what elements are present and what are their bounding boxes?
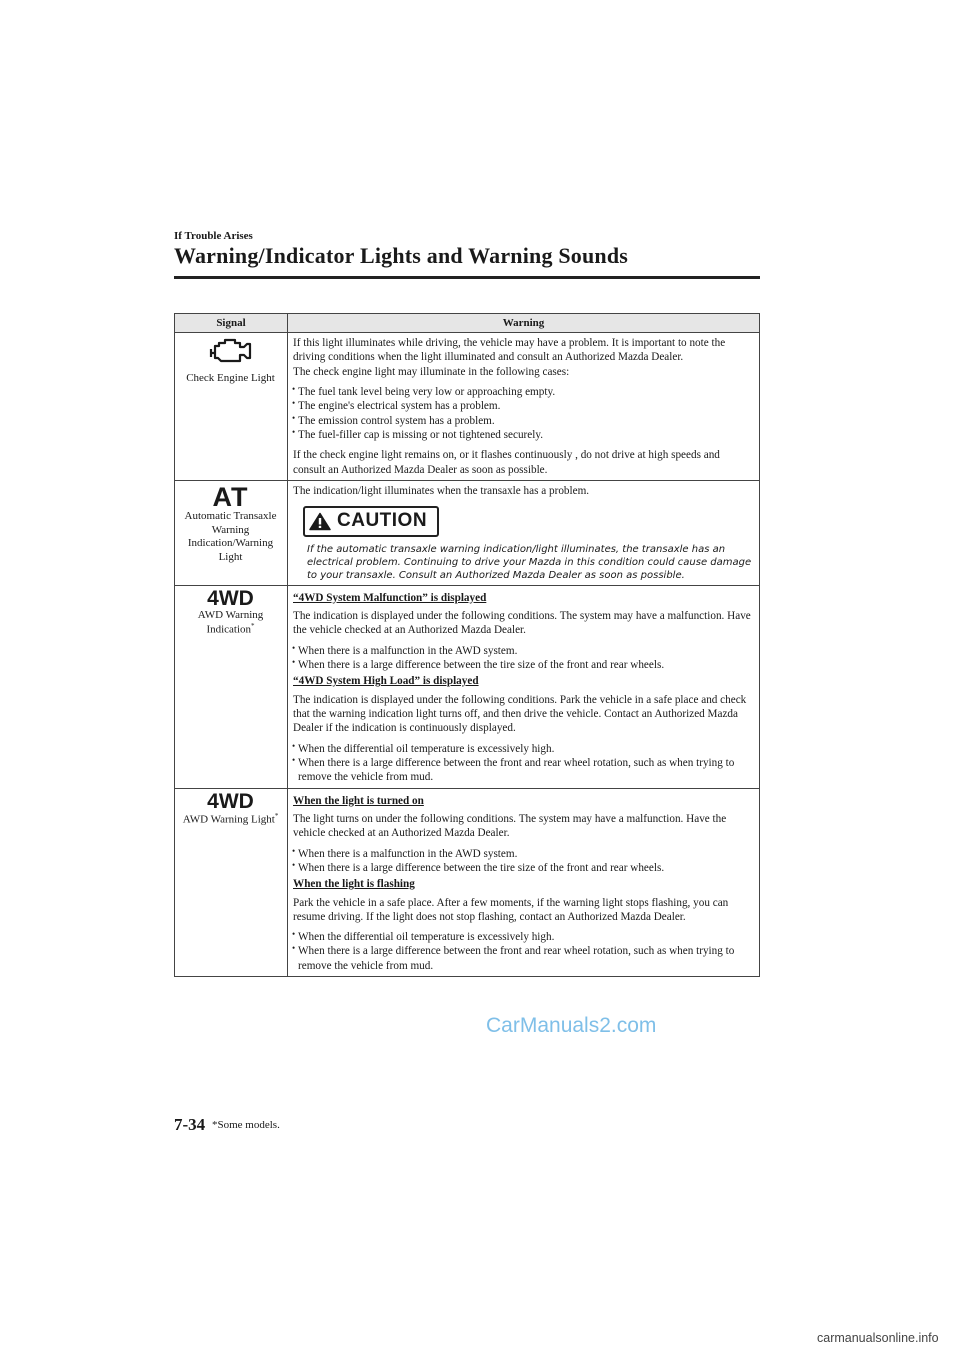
signal-cell	[175, 333, 288, 481]
bullet-list	[293, 644, 753, 673]
caution-word: CAUTION	[337, 510, 428, 532]
list-item: • The engine's electrical system has a problem.	[293, 399, 753, 413]
page-title: Warning/Indicator Lights and Warning Sounds	[174, 243, 629, 268]
paragraph: The indication is displayed under the following conditions. Park the vehicle in a safe place and check that the warning indication light turns off, and then drive the vehicle. Contact an Authorized Mazda Dealer if the indication is continuously displayed.	[293, 693, 747, 735]
section-label: If Trouble Arises	[174, 230, 253, 242]
column-header-warning: Warning	[288, 314, 760, 333]
subheading: “4WD System Malfunction” is displayed	[293, 591, 487, 604]
signal-name: Check Engine Light	[186, 372, 275, 384]
signal-cell	[175, 585, 288, 788]
check-engine-icon	[209, 336, 253, 366]
footer-url: carmanualsonline.info	[817, 1331, 939, 1345]
bullet-list	[293, 385, 753, 442]
subheading: When the light is turned on	[293, 794, 424, 807]
list-item: • The emission control system has a problem.	[293, 414, 753, 428]
warning-lights-table	[174, 313, 760, 977]
subheading: “4WD System High Load” is displayed	[293, 675, 479, 688]
signal-name-text: AWD Warning Light	[182, 813, 275, 826]
paragraph: If the check engine light remains on, or it flashes continuously , do not drive at high speeds and consult an Authorized Mazda Dealer as soon as possible.	[293, 449, 720, 476]
table-row	[175, 480, 760, 585]
some-models-mark: *	[251, 622, 255, 631]
bullet-list	[293, 742, 753, 785]
list-item: • When there is a malfunction in the AWD system.	[293, 644, 753, 658]
bullet-list	[293, 930, 753, 973]
page-number: 7-34	[174, 1115, 206, 1134]
paragraph: The check engine light may illuminate in the following cases:	[293, 365, 570, 378]
list-item: • The fuel-filler cap is missing or not tightened securely.	[293, 428, 753, 442]
list-item: • When the differential oil temperature is excessively high.	[293, 742, 753, 756]
list-item: • When there is a large difference between the tire size of the front and rear wheels.	[293, 861, 753, 875]
signal-name: Automatic Transaxle Warning Indication/Warning Light	[184, 509, 277, 564]
paragraph: The indication/light illuminates when the transaxle has a problem.	[293, 484, 590, 497]
column-header-signal: Signal	[175, 314, 288, 333]
signal-name	[180, 609, 281, 638]
paragraph: The indication is displayed under the following conditions. The system may have a malfunction. Have the vehicle checked at an Authorized Mazda Dealer.	[293, 609, 751, 637]
list-item: • When the differential oil temperature is excessively high.	[293, 930, 753, 944]
signal-cell	[175, 788, 288, 977]
caution-text: If the automatic transaxle warning indication/light illuminates, the transaxle has an electrical problem. Continuing to drive your Mazda in this condition could cause damage to your transaxle. Consult an Authorized Mazda Dealer as soon as possible.	[307, 543, 752, 581]
4wd-indication-icon: 4WD	[207, 586, 254, 610]
warning-cell	[288, 333, 760, 481]
title-rule	[174, 276, 760, 279]
4wd-warning-light-icon: 4WD	[207, 789, 254, 813]
table-row	[175, 788, 760, 977]
table-row	[175, 585, 760, 788]
caution-triangle-icon	[309, 512, 331, 531]
bullet-list	[293, 847, 753, 876]
list-item: • When there is a malfunction in the AWD system.	[293, 847, 753, 861]
table-row	[175, 333, 760, 481]
table-header-row	[175, 314, 760, 333]
list-item: • When there is a large difference between the front and rear wheel rotation, such as when trying to remove the vehicle from mud.	[293, 756, 753, 785]
some-models-mark: *	[274, 811, 279, 820]
warning-cell	[288, 480, 760, 585]
caution-label	[303, 506, 439, 536]
signal-name-text: AWD Warning Indication	[197, 608, 264, 636]
warning-cell	[288, 585, 760, 788]
paragraph: The light turns on under the following conditions. The system may have a malfunction. Have the vehicle checked at an Authorized Mazda Dealer.	[293, 812, 727, 840]
list-item: • When there is a large difference between the tire size of the front and rear wheels.	[293, 658, 753, 672]
paragraph: Park the vehicle in a safe place. After a few moments, if the warning light stops flashing, you can resume driving. If the light does not stop flashing, contact an Authorized Mazda Dealer.	[293, 896, 729, 923]
at-warning-icon: AT	[212, 481, 249, 512]
subheading: When the light is flashing	[293, 878, 415, 891]
warning-cell	[288, 788, 760, 977]
signal-name	[180, 812, 281, 827]
signal-cell	[175, 480, 288, 585]
list-item: • When there is a large difference between the front and rear wheel rotation, such as when trying to remove the vehicle from mud.	[293, 944, 753, 973]
list-item: • The fuel tank level being very low or approaching empty.	[293, 385, 753, 399]
footnote: *Some models.	[212, 1119, 280, 1131]
watermark-logo: CarManuals2.com	[486, 1014, 657, 1037]
paragraph: If this light illuminates while driving, the vehicle may have a problem. It is important to note the driving conditions when the light illuminated and consult an Authorized Mazda Dealer.	[293, 337, 726, 364]
